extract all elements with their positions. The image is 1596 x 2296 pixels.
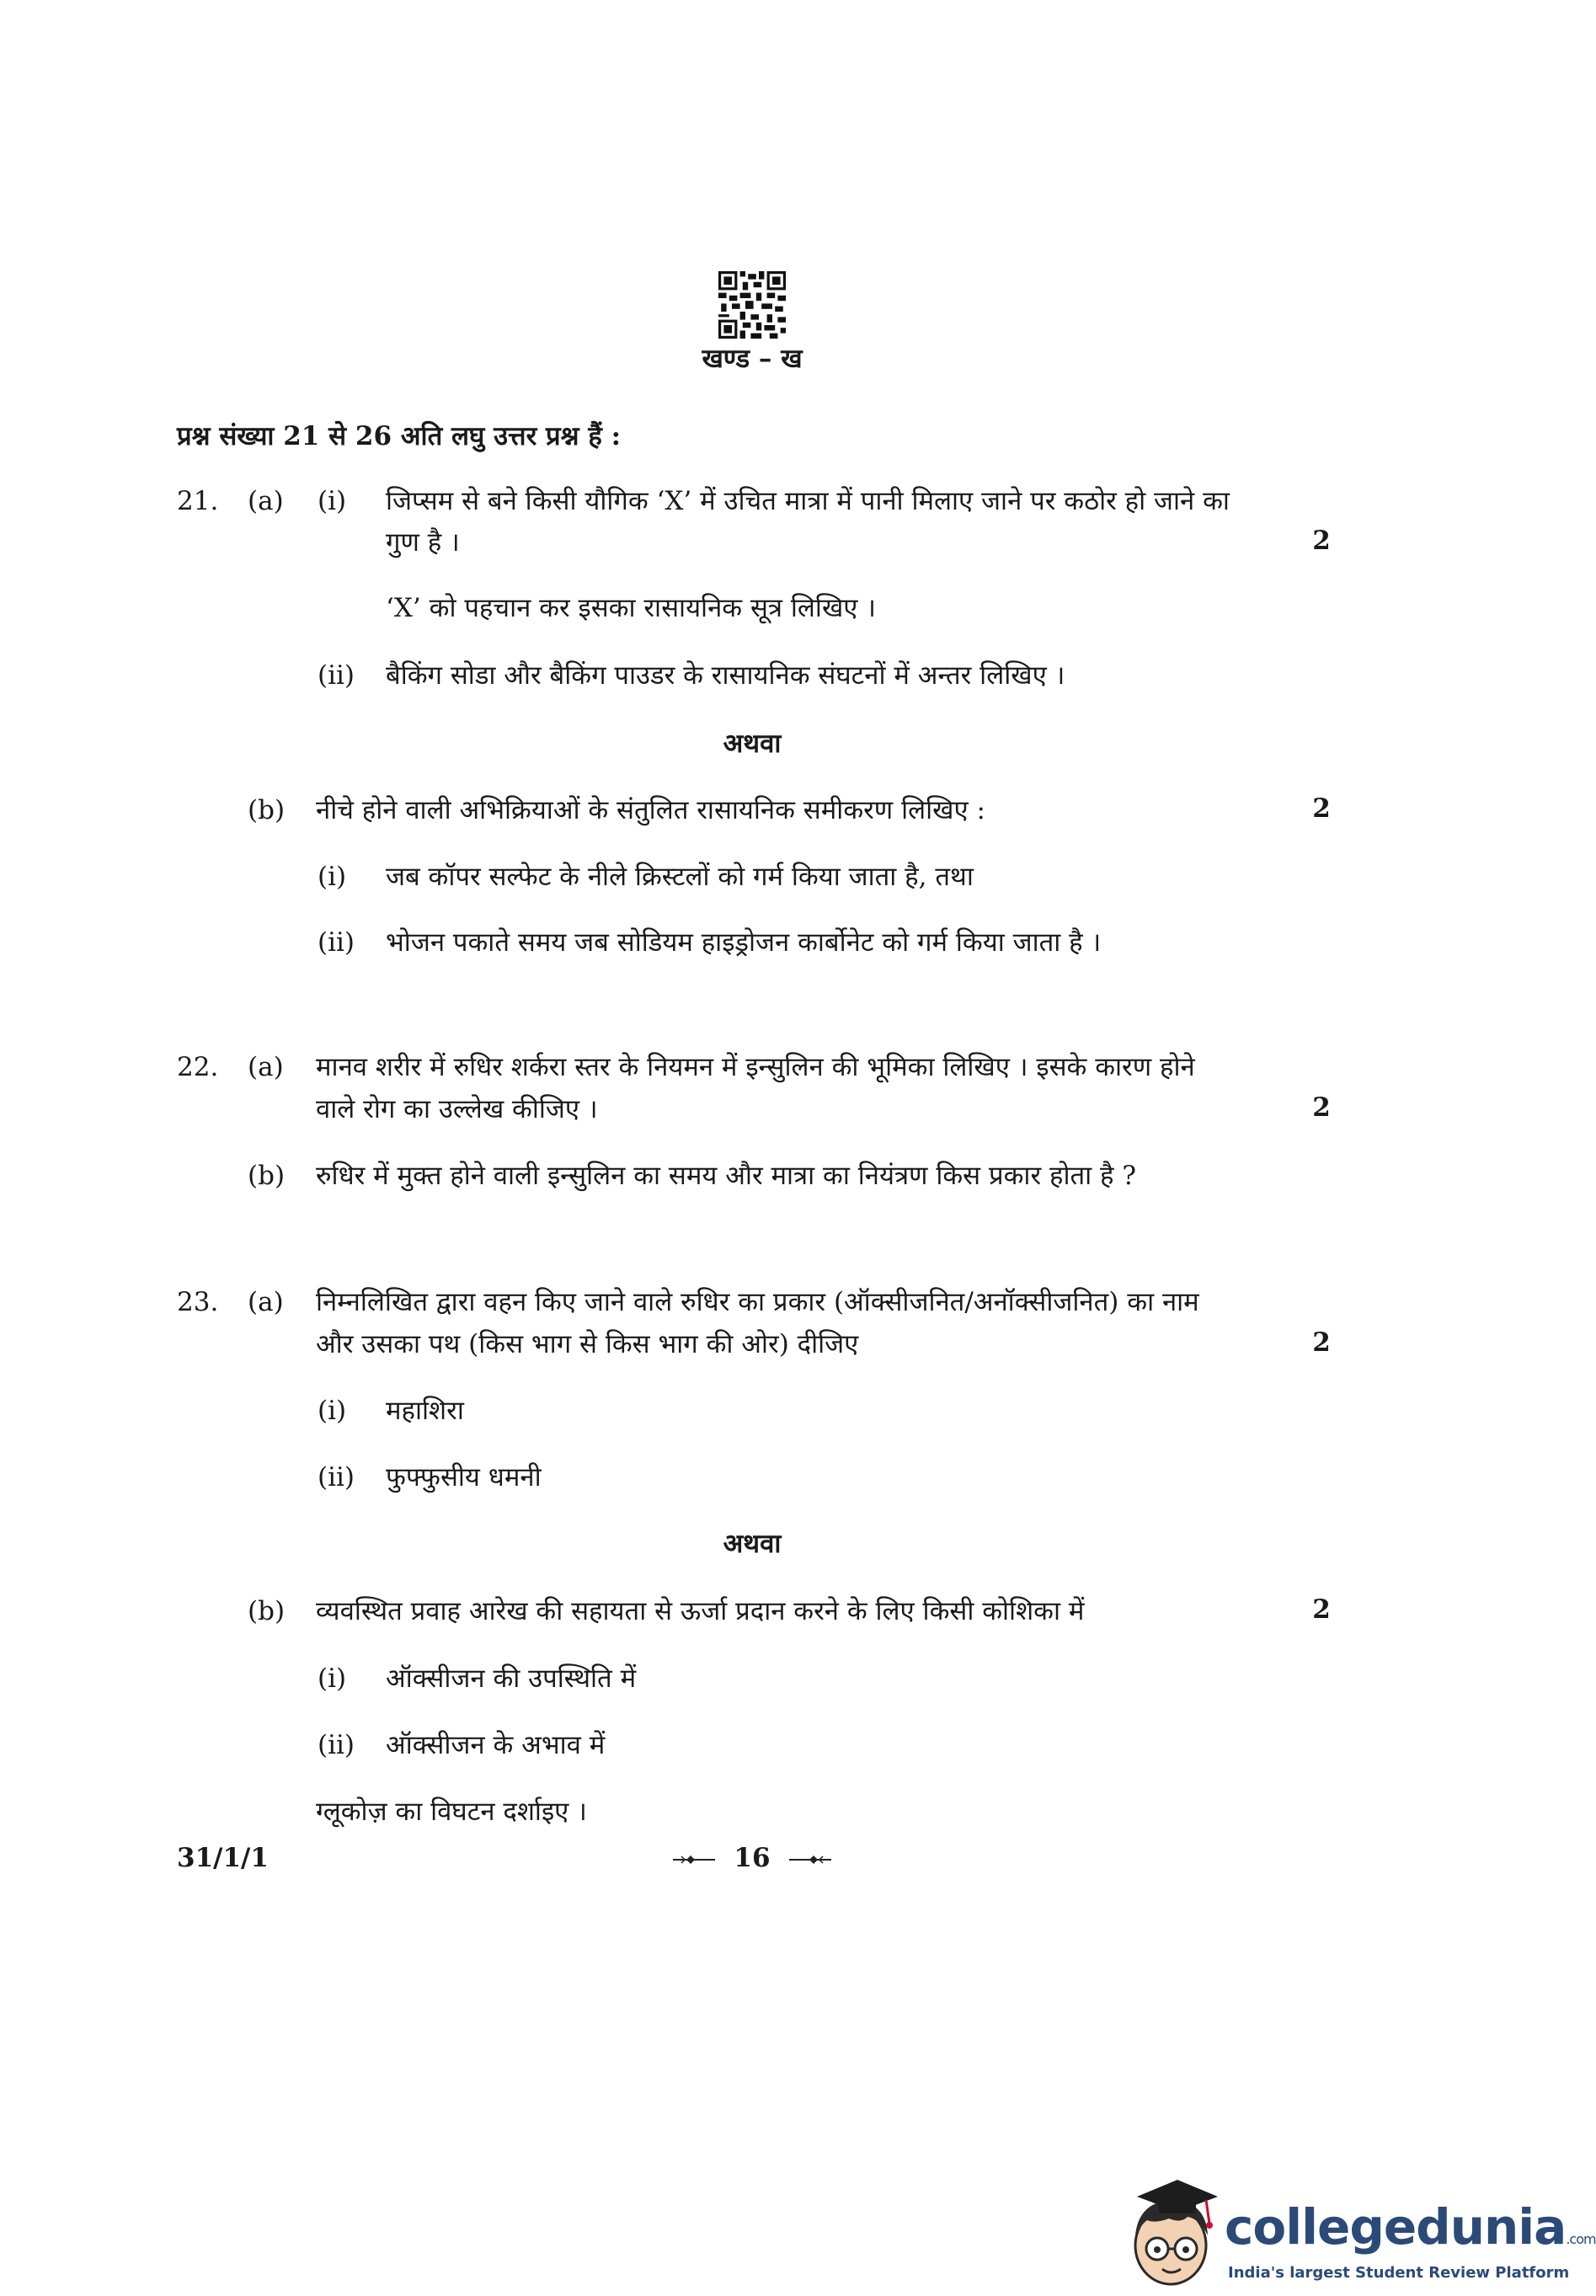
marks-label: 2 <box>1312 793 1331 824</box>
marks-label: 2 <box>1312 1092 1331 1123</box>
question-text: जब कॉपर सल्फेट के नीले क्रिस्टलों को गर्म किया जाता है, तथा <box>386 862 974 892</box>
collegedunia-logo <box>1113 2165 1596 2296</box>
subpart-label-ii: (ii) <box>318 1730 355 1760</box>
question-text: रुधिर में मुक्त होने वाली इन्सुलिन का समय और मात्रा का नियंत्रण किस प्रकार होता है ? <box>316 1161 1136 1191</box>
ornament-right-icon <box>787 1854 833 1866</box>
student-mascot-icon <box>1122 2168 1223 2293</box>
subpart-label-ii: (ii) <box>318 927 355 958</box>
question-text: मानव शरीर में रुधिर शर्करा स्तर के नियमन में इन्सुलिन की भूमिका लिखिए । इसके कारण होने <box>316 1052 1195 1082</box>
page-footer <box>626 1840 878 1876</box>
question-text: निम्नलिखित द्वारा वहन किए जाने वाले रुधिर का प्रकार (ऑक्सीजनित/अनॉक्सीजनित) का नाम <box>316 1287 1199 1317</box>
paper-code: 31/1/1 <box>177 1843 269 1873</box>
subpart-label-i: (i) <box>318 486 347 516</box>
instruction-text: प्रश्न संख्या 21 से 26 अति लघु उत्तर प्रश्न हैं : <box>177 421 622 451</box>
marks-label: 2 <box>1312 1594 1331 1625</box>
marks-label: 2 <box>1312 1327 1331 1358</box>
question-text: और उसका पथ (किस भाग से किस भाग की ओर) दीजिए <box>316 1329 859 1359</box>
question-text: बैकिंग सोडा और बैकिंग पाउडर के रासायनिक संघटनों में अन्तर लिखिए । <box>386 660 1065 691</box>
brand-suffix: .com <box>1566 2231 1596 2247</box>
section-title: खण्ड – ख <box>702 344 803 374</box>
subpart-label-i: (i) <box>318 1396 347 1426</box>
brand-tagline: India's largest Student Review Platform <box>1228 2264 1570 2282</box>
brand-name: collegedunia <box>1225 2198 1567 2256</box>
question-number: 23. <box>177 1287 219 1317</box>
question-text: गुण है । <box>386 527 460 558</box>
question-text: वाले रोग का उल्लेख कीजिए । <box>316 1094 598 1124</box>
question-text: महाशिरा <box>386 1396 464 1426</box>
question-text: जिप्सम से बने किसी यौगिक ‘X’ में उचित मात्रा में पानी मिलाए जाने पर कठोर हो जाने का <box>386 486 1230 516</box>
subpart-label-ii: (ii) <box>318 660 355 691</box>
question-text: व्यवस्थित प्रवाह आरेख की सहायता से ऊर्जा प्रदान करने के लिए किसी कोशिका में <box>316 1596 1085 1626</box>
subpart-label-i: (i) <box>318 1663 347 1694</box>
qr-code-icon <box>718 271 786 339</box>
question-text: ऑक्सीजन के अभाव में <box>386 1730 606 1760</box>
question-text: भोजन पकाते समय जब सोडियम हाइड्रोजन कार्बोनेट को गर्म किया जाता है । <box>386 927 1102 958</box>
part-label-b: (b) <box>248 1161 286 1191</box>
part-label-b: (b) <box>248 1596 286 1626</box>
question-number: 21. <box>177 486 219 516</box>
part-label-a: (a) <box>248 1287 284 1317</box>
or-separator: अथवा <box>723 729 782 759</box>
question-text: ‘X’ को पहचान कर इसका रासायनिक सूत्र लिखिए । <box>386 593 877 623</box>
question-text: ग्लूकोज़ का विघटन दर्शाइए । <box>316 1797 587 1827</box>
marks-label: 2 <box>1312 526 1331 556</box>
subpart-label-ii: (ii) <box>318 1462 355 1492</box>
part-label-a: (a) <box>248 486 284 516</box>
page-number: 16 <box>734 1843 771 1873</box>
question-text: ऑक्सीजन की उपस्थिति में <box>386 1663 637 1694</box>
part-label-a: (a) <box>248 1052 284 1082</box>
or-separator: अथवा <box>723 1529 782 1559</box>
question-number: 22. <box>177 1052 219 1082</box>
question-text: फुफ्फुसीय धमनी <box>386 1462 542 1492</box>
part-label-b: (b) <box>248 795 286 825</box>
question-text: नीचे होने वाली अभिक्रियाओं के संतुलित रासायनिक समीकरण लिखिए : <box>316 795 985 825</box>
subpart-label-i: (i) <box>318 862 347 892</box>
ornament-left-icon <box>671 1854 717 1866</box>
